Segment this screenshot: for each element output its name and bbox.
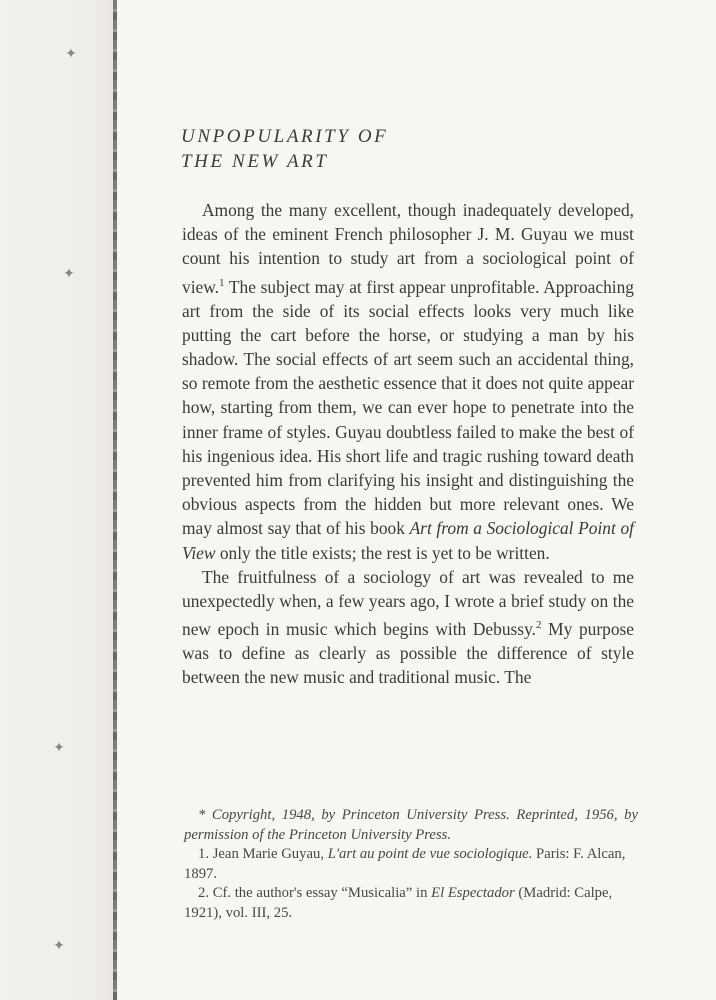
footnote-2 [184,884,638,923]
binding-mark-icon: ✦ [65,47,77,62]
chapter-heading-line-2: THE NEW ART [181,151,329,172]
footnote-1-text-b: Paris: F. Alcan, 1897. [184,846,626,882]
footnotes [184,806,638,924]
footnote-ref-1: 1 [219,276,225,289]
footnote-1-text-a: 1. Jean Marie Guyau, [198,846,328,863]
body-text [182,198,634,690]
paragraph-2-text-b: My purpose was to define as clearly as possible the difference of style between the new music and traditional music. The [182,619,634,688]
footnote-1 [184,845,638,884]
footnote-1-title: L'art au point de vue sociologique. [327,846,533,863]
paragraph-1-text-a: Among the many excellent, though inadequately developed, ideas of the eminent French philosopher J. M. Guyau we must count his intention to study art from a sociological point of view. [182,200,634,297]
paragraph-1-text-c: only the title exists; the rest is yet to be written. [215,542,550,563]
footnote-2-text-b: (Madrid: Calpe, 1921), vol. III, 25. [184,885,613,921]
chapter-heading-line-1: UNPOPULARITY OF [181,126,389,147]
binding-mark-icon: ✦ [63,267,75,282]
paragraph-1 [182,198,634,565]
facing-page-margin [0,0,114,1000]
paragraph-2 [182,565,634,690]
footnote-2-text-a: 2. Cf. the author's essay “Musicalia” in [198,885,432,902]
chapter-heading [181,124,388,174]
binding-mark-icon: ✦ [53,939,65,954]
footnote-ref-2: 2 [536,619,542,632]
paragraph-1-text-b: The subject may at first appear unprofitable. Approaching art from the side of its social effects looks very much like putting the cart before the horse, or studying a man by his shadow. The social effects of art seem such an accidental thing, so remote from the aesthetic essence that it does not quite appear how, starting from them, we can ever hope to penetrate into the inner frame of styles. Guyau doubtless failed to make the best of his ingenious idea. His short life and tragic rushing toward death prevented him from clarifying his insight and distinguishing the obvious aspects from the hidden but more relevant ones. We may almost say that of his book [182,276,634,539]
book-title: Art from a Sociological Point of View [182,518,634,563]
footnote-2-title: El Espectador [431,885,515,902]
paragraph-2-text-a: The fruitfulness of a sociology of art was revealed to me unexpectedly when, a few years ago, I wrote a brief study on the new epoch in music which begins with Debussy. [182,566,634,640]
copyright-note: * Copyright, 1948, by Princeton University Press. Reprinted, 1956, by permission of the Princeton University Press. [184,807,638,843]
binding-mark-icon: ✦ [53,741,65,756]
